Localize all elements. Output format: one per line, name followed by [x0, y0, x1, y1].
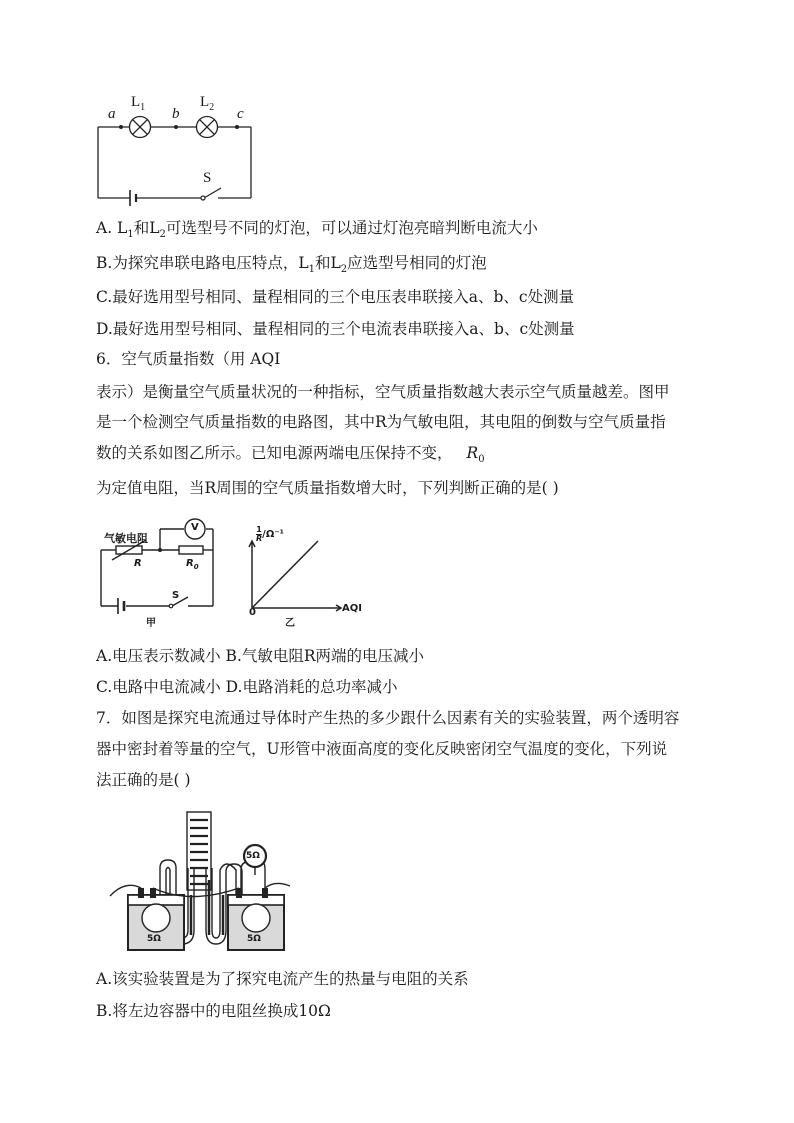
q5-option-d: D.最好选用型号相同、量程相同的三个电流表串联接入a、b、c处测量 [96, 320, 575, 338]
r0-label: $R_0$ [186, 558, 199, 571]
top-resistor-label: 5Ω [246, 851, 260, 861]
q6-line-4: 数的关系如图乙所示。已知电源两端电压保持不变， $R_0$ [96, 444, 485, 466]
q6-line-5: 为定值电阻，当R周围的空气质量指数增大时，下列判断正确的是( ) [96, 479, 559, 497]
graph-origin: 0 [249, 607, 256, 618]
jia-label: 甲 [146, 618, 156, 629]
q6-options-row-2: C.电路中电流减小 D.电路消耗的总功率减小 [96, 678, 398, 696]
q5-option-b: B.为探究串联电路电压特点，$L_1$和$L_2$应选型号相同的灯泡 [96, 254, 487, 276]
q7-line-3: 法正确的是( ) [96, 771, 191, 789]
point-a-label: a [108, 106, 116, 122]
left-resistor-label: 5Ω [147, 934, 161, 944]
graph-y-axis-label: $\frac{1}{R}$ /Ω⁻¹ [256, 525, 284, 543]
right-resistor-label: 5Ω [247, 934, 261, 944]
q5-option-a: A. $L_1$和$L_2$可选型号不同的灯泡，可以通过灯泡亮暗判断电流大小 [96, 219, 538, 241]
lamp-1-label: $L_1$ [131, 94, 146, 113]
q7-line-2: 器中密封着等量的空气，U形管中液面高度的变化反映密闭空气温度的变化，下列说 [96, 740, 668, 758]
q5-option-c: C.最好选用型号相同、量程相同的三个电压表串联接入a、b、c处测量 [96, 288, 575, 306]
gas-sensor-label: 气敏电阻 [104, 532, 148, 545]
q7-option-a: A.该实验装置是为了探究电流产生的热量与电阻的关系 [96, 970, 469, 988]
q7-option-b: B.将左边容器中的电阻丝换成10Ω [96, 1002, 331, 1020]
q7-line-1: 7．如图是探究电流通过导体时产生热的多少跟什么因素有关的实验装置，两个透明容 [96, 709, 680, 727]
sensor-r-label: R [134, 558, 142, 569]
yi-label: 乙 [285, 618, 295, 629]
point-b-label: b [172, 106, 180, 122]
q6-options-row-1: A.电压表示数减小 B.气敏电阻R两端的电压减小 [96, 647, 425, 665]
switch-label: S [203, 170, 212, 186]
graph-x-axis-label: AQI [342, 603, 362, 614]
q6-line-1: 6．空气质量指数（用 AQI [96, 350, 281, 368]
q6-line-2: 表示）是衡量空气质量状况的一种指标，空气质量指数越大表示空气质量越差。图甲 [96, 383, 670, 401]
q6-line-3: 是一个检测空气质量指数的电路图，其中R为气敏电阻，其电阻的倒数与空气质量指 [96, 413, 666, 431]
lamp-2-label: $L_2$ [200, 94, 215, 113]
point-c-label: c [237, 106, 244, 122]
switch-s-label: S [172, 590, 180, 601]
voltmeter-symbol: V [191, 522, 199, 533]
